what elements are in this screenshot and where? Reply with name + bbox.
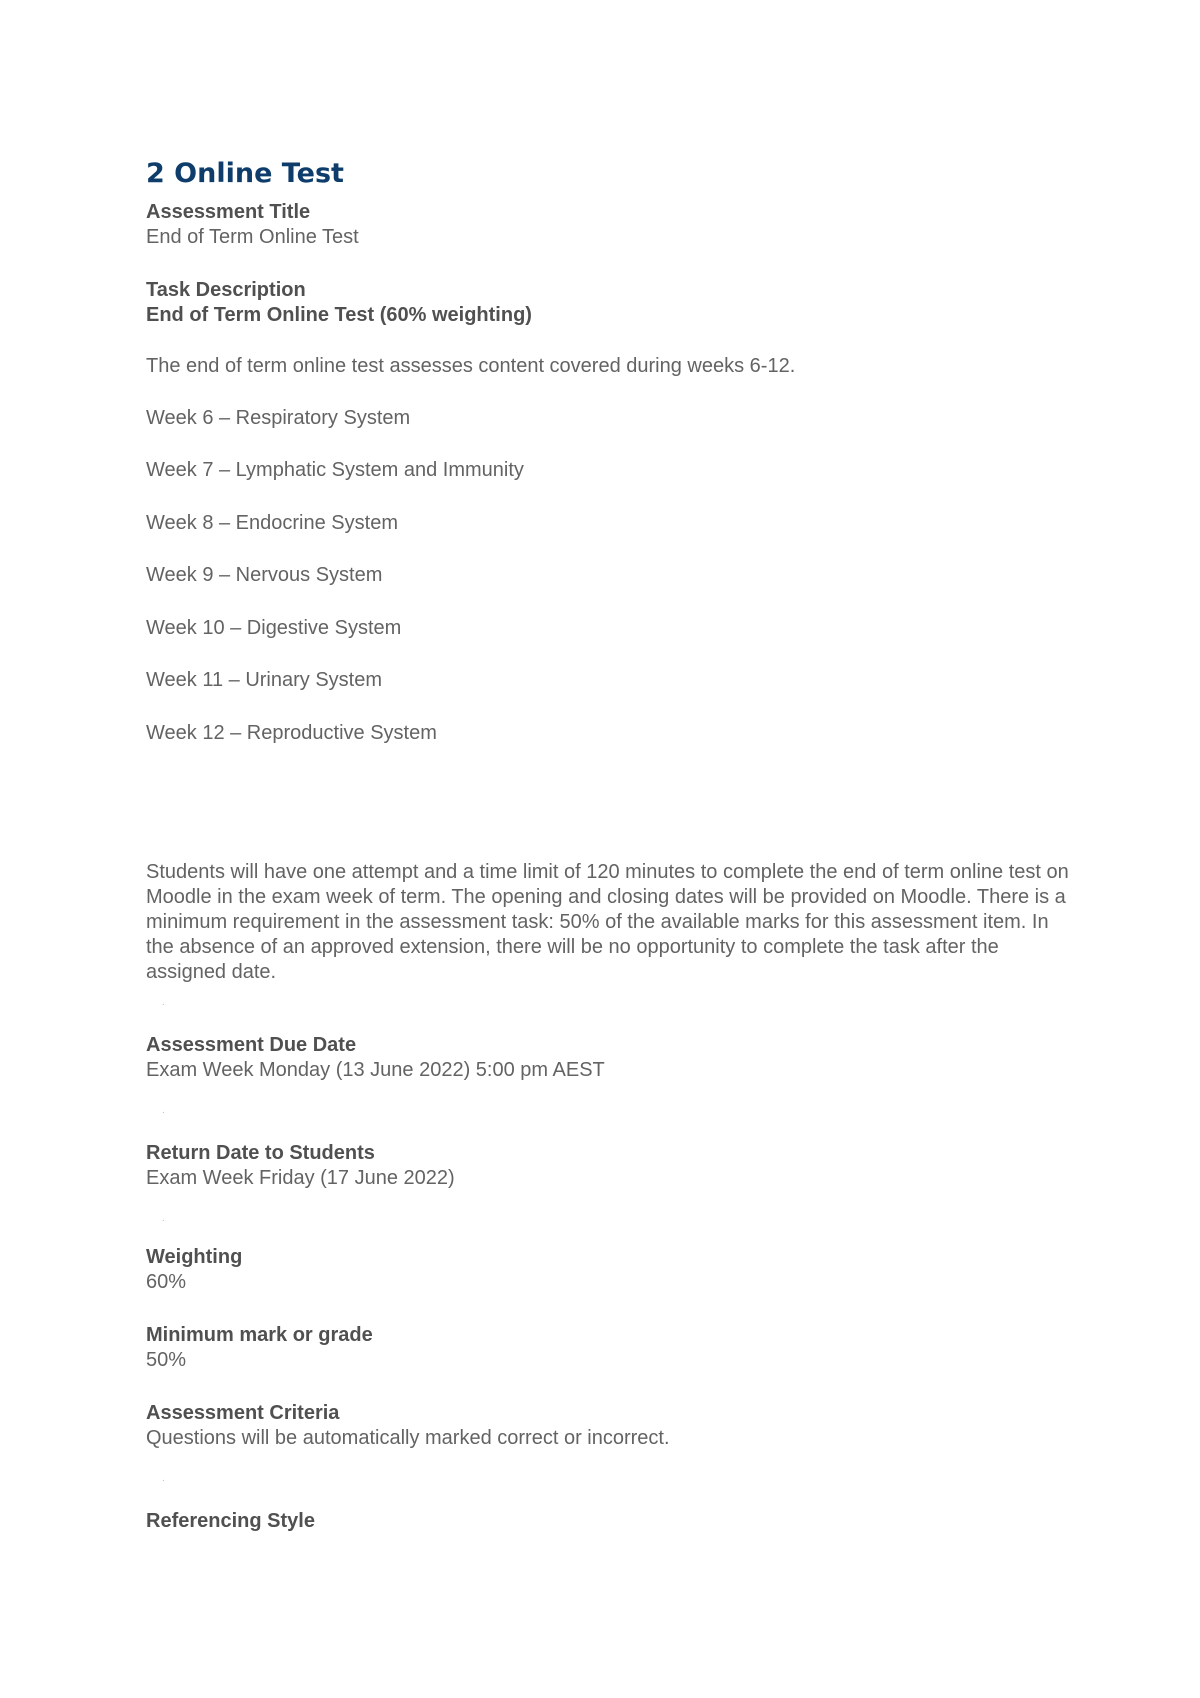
referencing-block xyxy=(146,1509,1076,1534)
referencing-label: Referencing Style xyxy=(146,1510,315,1532)
weighting-label: Weighting xyxy=(146,1246,243,1268)
assessment-title-block xyxy=(146,200,1076,250)
week-item: Week 12 – Reproductive System xyxy=(146,722,437,744)
separator-dot: . xyxy=(162,1473,165,1484)
minimum-mark-label: Minimum mark or grade xyxy=(146,1324,373,1346)
week-item: Week 8 – Endocrine System xyxy=(146,512,398,534)
week-item: Week 9 – Nervous System xyxy=(146,564,383,586)
week-item: Week 7 – Lymphatic System and Immunity xyxy=(146,459,524,481)
task-description-details: Students will have one attempt and a time limit of 120 minutes to complete the end of term online test on Moodle in the exam week of term. The opening and closing dates will be provided on Moodle. There is a minimum requirement in the assessment task: 50% of the available marks for this assessment item. In the absence of an approved extension, there will be no opportunity to complete the task after the assigned date. xyxy=(146,861,1069,983)
document-page xyxy=(146,154,1076,1534)
task-description-subtitle: End of Term Online Test (60% weighting) xyxy=(146,304,532,326)
task-description-label: Task Description xyxy=(146,279,306,301)
separator-dot: . xyxy=(162,1213,165,1224)
separator-dot: . xyxy=(162,1105,165,1116)
criteria-block xyxy=(146,1401,1076,1451)
assessment-title-value: End of Term Online Test xyxy=(146,226,359,248)
criteria-value: Questions will be automatically marked correct or incorrect. xyxy=(146,1427,670,1449)
minimum-mark-block xyxy=(146,1323,1076,1373)
due-date-label: Assessment Due Date xyxy=(146,1034,357,1056)
week-item: Week 6 – Respiratory System xyxy=(146,407,411,429)
return-date-value: Exam Week Friday (17 June 2022) xyxy=(146,1167,455,1189)
task-description-block xyxy=(146,278,1076,985)
week-list xyxy=(146,379,1076,746)
assessment-title-label: Assessment Title xyxy=(146,201,311,223)
due-date-value: Exam Week Monday (13 June 2022) 5:00 pm AEST xyxy=(146,1059,605,1081)
criteria-label: Assessment Criteria xyxy=(146,1402,340,1424)
minimum-mark-value: 50% xyxy=(146,1349,187,1371)
task-description-intro: The end of term online test assesses content covered during weeks 6-12. xyxy=(146,355,796,377)
week-item: Week 10 – Digestive System xyxy=(146,617,402,639)
separator-dot: . xyxy=(162,997,165,1008)
return-date-label: Return Date to Students xyxy=(146,1142,375,1164)
section-heading: 2 Online Test xyxy=(146,158,344,189)
weighting-block xyxy=(146,1245,1076,1295)
return-date-block xyxy=(146,1141,1076,1191)
due-date-block xyxy=(146,1033,1076,1083)
week-item: Week 11 – Urinary System xyxy=(146,669,383,691)
weighting-value: 60% xyxy=(146,1271,187,1293)
